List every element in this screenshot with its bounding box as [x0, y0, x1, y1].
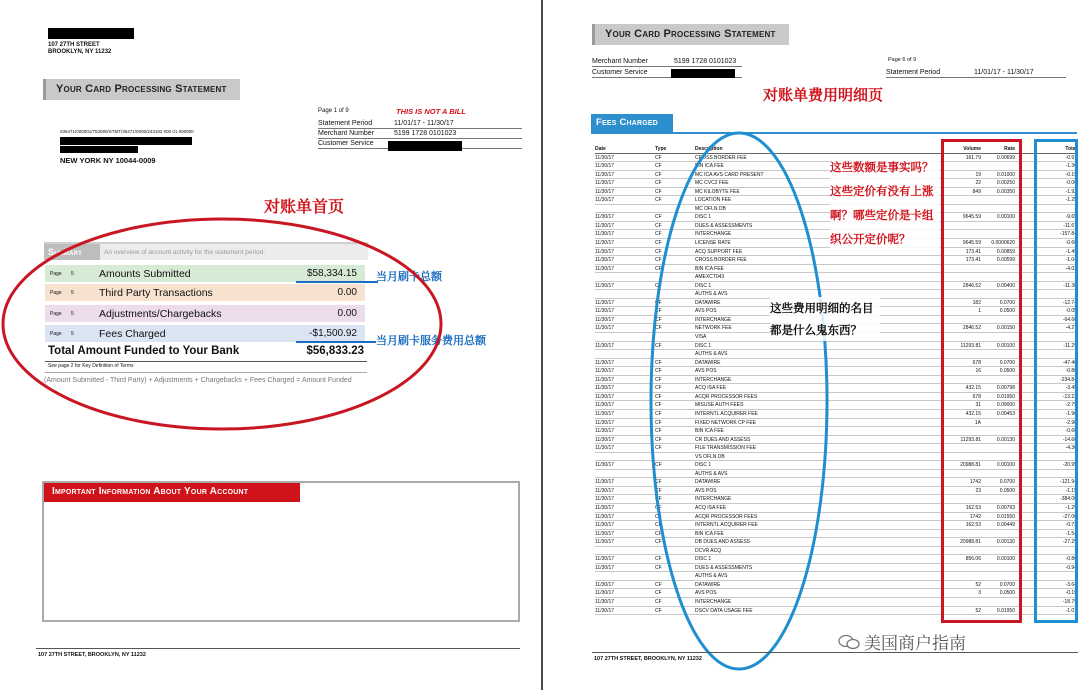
note-amount-submitted: 当月刷卡总额	[376, 270, 442, 283]
fee-row: 11/30/17 CF ACQ SUPPORT FEE 173.41 0.00859 -1.49	[595, 248, 1077, 255]
fees-table-header: Date Type Description Volume Rate Total	[595, 146, 1077, 152]
wechat-icon	[838, 634, 860, 650]
fee-row: AMEXCT043	[595, 273, 1077, 282]
statement-title: Your Card Processing Statement	[43, 79, 240, 100]
fee-row: 11/30/17 CF FILE TRANSMISSION FEE -4.30	[595, 445, 1077, 452]
fee-row: 11/30/17 CF CROSS BORDER FEE 173.41 0.00599 -1.04	[595, 257, 1077, 264]
blue-oval-annotation	[646, 128, 832, 674]
watermark: 美国商户指南	[838, 629, 966, 654]
fee-row: 11/30/17 CF ACQ ISA FEE 432.15 0.00798 -3.45	[595, 385, 1077, 392]
fee-row: 11/30/17 CF NETWORK FEE 2846.52 0.00150 -4.27	[595, 325, 1077, 332]
important-info-box	[42, 481, 520, 622]
fee-row: MC OFLN DB	[595, 205, 1077, 214]
fee-row: 11/30/17 CF MISUSE AUTH FEES 31 0.09000 -2.79	[595, 402, 1077, 409]
right-statement-period-row: Statement Period 11/01/17 - 11/30/17	[886, 68, 1066, 78]
annotation-fee-page: 对账单费用明细页	[763, 86, 884, 104]
fee-row: 11/30/17 CF INTERNTL ACQUIRER FEE 432.15 0.00453 -1.96	[595, 410, 1077, 417]
fee-row: 11/30/17 CF INTERCHANGE -384.00	[595, 496, 1077, 503]
red-oval-annotation	[0, 214, 445, 434]
right-footer: 107 27TH STREET, BROOKLYN, NY 11232	[594, 656, 702, 662]
fee-row: 11/30/17 CF MC ICA AVS CARD PRESENT 19 0.01000 -0.19	[595, 171, 1077, 178]
fee-row: 11/30/17 CF DATAWIRE 52 0.0700 -3.64	[595, 581, 1077, 588]
address-line1: 107 27TH STREET	[48, 42, 100, 48]
fee-row: 11/30/17 CF MC CVC2 FEE 22 0.00250 -0.06	[595, 180, 1077, 187]
fee-row: 11/30/17 CF DISC 1 20988.81 0.00100 -20.99	[595, 462, 1077, 469]
redacted-recipient-line1	[60, 137, 192, 145]
barcode-line: 036471/000001/753080/STMT/36471/0000/243192 000 01 000000	[60, 129, 194, 134]
fee-row: AUTHS & AVS	[595, 572, 1077, 581]
fee-row: 11/30/17 CF DUES & ASSESSMENTS -0.94	[595, 564, 1077, 571]
fee-row: 11/30/17 CF DISC 1 856.06 0.00100 -0.86	[595, 556, 1077, 563]
fee-row: 11/30/17 CF ACQR PROCESSOR FEES 678 0.01950 -13.22	[595, 393, 1077, 400]
redacted-right-customer-service	[671, 69, 735, 78]
fee-row: 11/30/17 CF DISC 1 2846.52 0.00400 -11.38	[595, 282, 1077, 289]
fee-row: 11/30/17 CF BIN ICA FEE -4.03	[595, 265, 1077, 272]
fee-row: AUTHS & AVS	[595, 470, 1077, 479]
redacted-recipient-line2	[60, 146, 138, 153]
summary-formula: (Amount Submitted - Third Party) + Adjustments + Chargebacks + Fees Charged = Amount Funded	[44, 377, 352, 384]
right-merchant-number-row: Merchant Number 5199 1728 0101023	[592, 57, 742, 67]
customer-service-row: Customer Service	[318, 139, 522, 149]
note-rates: 这些数额是事实吗？这些定价有没有上涨啊？哪些定价是卡组织公开定价呢？	[830, 155, 940, 251]
fee-row: 11/30/17 CF DISC 1 9645.59 0.00100 -9.65	[595, 214, 1077, 221]
summary-subtitle: An overview of account activity for the statement period.	[104, 249, 266, 256]
red-box-volume-rate	[941, 139, 1022, 623]
address-line2: BROOKLYN, NY 11232	[48, 49, 112, 55]
not-a-bill-label: THIS IS NOT A BILL	[396, 107, 466, 116]
summary-row-adjustments: Page 5 Adjustments/Chargebacks 0.00	[45, 305, 365, 323]
right-customer-service-row: Customer Service	[592, 68, 742, 78]
fee-row: 11/30/17 CF BIN ICA FEE -0.60	[595, 428, 1077, 435]
redacted-customer-service	[388, 141, 462, 151]
total-funded-label: Total Amount Funded to Your Bank	[48, 345, 240, 357]
page-indicator: Page 1 of 9	[318, 108, 349, 114]
fee-row: 11/30/17 CF INTERCHANGE -18.79	[595, 598, 1077, 605]
merchant-address	[48, 42, 111, 56]
right-page-indicator: Page 6 of 9	[888, 57, 917, 63]
fee-row: 11/30/17 CF DATAWIRE 1742 0.0700 -121.94	[595, 479, 1077, 486]
fee-row: 11/30/17 CF INTERCHANGE -157.84	[595, 231, 1077, 238]
fee-row: 11/30/17 CF INTERNTL ACQUIRER FEE 162.53 0.00449 -0.73	[595, 522, 1077, 529]
fee-row: 11/30/17 CF AVS POS 23 0.0500 -1.15	[595, 487, 1077, 494]
right-statement-title: Your Card Processing Statement	[592, 24, 789, 45]
redacted-merchant-name	[48, 28, 134, 39]
fee-row: 11/30/17 CF DATAWIRE 182 0.0700 -12.74	[595, 299, 1077, 306]
blue-box-total	[1034, 139, 1078, 623]
fee-row: 11/30/17 CF CROSS BORDER FEE 161.79 0.00699 -0.97	[595, 154, 1077, 161]
fee-row: AUTHS & AVS	[595, 290, 1077, 299]
left-footer: 107 27TH STREET, BROOKLYN, NY 11232	[38, 652, 146, 658]
fee-row: DCVR ACQ	[595, 547, 1077, 556]
important-info-title: Important Information About Your Account	[44, 483, 300, 502]
summary-row-fees-charged: Page 5 Fees Charged -$1,500.92	[45, 325, 365, 343]
fee-row: 11/30/17 CF BIN ICA FEE -1.54	[595, 530, 1077, 537]
fee-row: 11/30/17 CF AVS POS 1 0.0500 -0.05	[595, 308, 1077, 315]
fee-row: AUTHS & AVS	[595, 350, 1077, 359]
fee-row: 11/30/17 CF DB DUES AND ASSESS 20988.81 0.00130 -27.29	[595, 539, 1077, 546]
fee-row: 11/30/17 CF DISC 1 11293.81 0.00100 -11.29	[595, 342, 1077, 349]
fees-charged-title: Fees Charged	[591, 114, 673, 132]
fee-row: 11/30/17 CF LOCATION FEE -1.25	[595, 197, 1077, 204]
summary-row-third-party: Page 5 Third Party Transactions 0.00	[45, 284, 365, 302]
fee-row: 11/30/17 CF DATAWIRE 678 0.0700 -47.46	[595, 359, 1077, 366]
total-funded-amount: $56,833.23	[306, 345, 364, 357]
merchant-number-row: Merchant Number 5199 1728 0101023	[318, 129, 522, 139]
fee-row: 11/30/17 CF MC KILOBYTE FEE 849 0.00350 -1.92	[595, 188, 1077, 195]
fee-row: 11/30/17 CF FIXED NETWORK CP FEE 1A -2.90	[595, 419, 1077, 426]
fee-row: 11/30/17 CF AVS POS 3 0.0500 -0.15	[595, 590, 1077, 597]
fee-row: 11/30/17 CF INTERCHANGE -64.66	[595, 316, 1077, 323]
annotation-first-page: 对账单首页	[264, 197, 345, 216]
fee-row: 11/30/17 CF ACQR PROCESSOR FEES 1742 0.01550 -27.00	[595, 513, 1077, 520]
fee-row: VS OFLN DB	[595, 453, 1077, 462]
note-fees-charged: 当月刷卡服务费用总额	[376, 334, 486, 347]
page-divider	[541, 0, 543, 690]
recipient-city: NEW YORK NY 10044-0009	[60, 156, 156, 165]
note-fee-names: 这些费用明细的名目都是什么鬼东西？	[770, 297, 880, 341]
fee-row: 11/30/17 CF CR DUES AND ASSESS 11293.81 0.00130 -14.68	[595, 436, 1077, 443]
fee-row: 11/30/17 CF DUES & ASSESSMENTS -11.67	[595, 222, 1077, 229]
fee-row: 11/30/17 CF INTERCHANGE -234.84	[595, 376, 1077, 383]
summary-footnote: See page 2 for Key Definition of Terms	[48, 363, 134, 369]
statement-period-row: Statement Period 11/01/17 - 11/30/17	[318, 119, 522, 129]
fee-row: 11/30/17 CF BIN ICA FEE -1.36	[595, 163, 1077, 170]
fee-row: VISA	[595, 333, 1077, 342]
summary-row-amounts-submitted: Page 5 Amounts Submitted $58,334.15	[45, 265, 365, 283]
summary-label: Summary	[44, 244, 100, 260]
fee-row: 11/30/17 CF DSCV DATA USAGE FEE 52 0.01950 -1.01	[595, 607, 1077, 614]
fee-row: 11/30/17 CF LICENSE RATE 9645.59 0.0000620 -0.60	[595, 240, 1077, 247]
fee-row: 11/30/17 CF AVS POS 16 0.0500 -0.80	[595, 368, 1077, 375]
fee-row: 11/30/17 CF ACQ ISA FEE 162.53 0.00793 -1.29	[595, 504, 1077, 511]
